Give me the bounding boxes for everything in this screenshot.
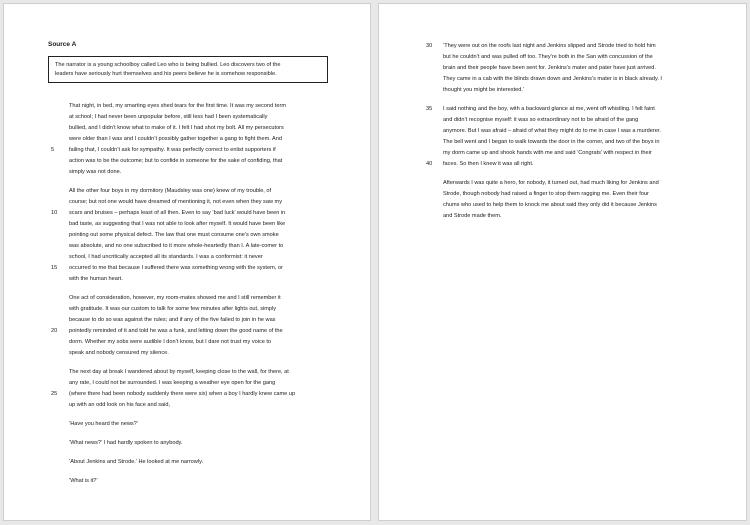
text-line: action was to be the outcome; but to confide in someone for the sake of confiding, that	[69, 158, 283, 164]
text-line: my dorm came up and shook hands with me and said ‘Congrats’ with respect in their	[443, 150, 652, 156]
text-line: course; but not one would have dreamed of mentioning it, not even when they saw my	[69, 199, 282, 205]
text-line: chums who used to help them to knock me about said they only did it because Jenkins	[443, 202, 657, 208]
text-line: I said nothing and the boy, with a backward glance at me, went off whistling. I felt faint	[443, 106, 655, 112]
text-line: thought you might be interested.’	[443, 87, 525, 93]
text-line: faces. So then I knew it was all right.	[443, 161, 534, 167]
text-line: with gratitude. It was our custom to talk for some few minutes after lights out, simply	[69, 306, 277, 312]
text-line: pointedly reminded of it and told he was a funk, and letting down the good name of the	[69, 328, 283, 334]
text-line: any rate, I could not be surrounded. I was keeping a weather eye open for the gang	[69, 380, 276, 386]
text-line: school, I had uncritically accepted all its standards. I was a conformist: it never	[69, 254, 263, 260]
line-number: 35	[426, 106, 433, 112]
intro-box	[48, 56, 328, 83]
line-number: 5	[51, 147, 55, 153]
text-line: because to do so was against the rules; and if any of the five failed to join in he was	[69, 317, 276, 323]
line-number: 25	[51, 391, 58, 397]
line-number: 30	[426, 43, 433, 49]
page-left	[3, 3, 371, 521]
text-line: simply was not done.	[69, 169, 122, 175]
text-line: occurred to me that because I suffered there was something wrong with the system, or	[69, 265, 283, 271]
text-line: ‘They were out on the roofs last night and Jenkins slipped and Strode tried to hold him	[443, 43, 656, 49]
text-line: was absolute, and no one subscribed to it more whole-heartedly than I. A late-comer to	[69, 243, 284, 249]
page-right	[378, 3, 747, 521]
text-line: ‘What news?’ I had hardly spoken to anybody.	[69, 440, 183, 446]
source-heading: Source A	[48, 41, 77, 48]
text-line: The next day at break I wandered about by myself, keeping close to the wall, for there, at	[69, 369, 289, 375]
line-number: 40	[426, 161, 433, 167]
line-number: 15	[51, 265, 58, 271]
text-line: dorm. Whether my sobs were audible I don’t know, but I dare not trust my voice to	[69, 339, 272, 345]
text-line: They came in a cab with the blinds drawn down and Jenkins’s mater is in black already. I	[443, 76, 662, 82]
intro-line: leaders have seriously hurt themselves and his peers believe he is somehow responsible.	[55, 71, 277, 77]
text-line: Strode, though nobody had raised a finger to stop them ragging me. Even their four	[443, 191, 649, 197]
text-line: bad taste, as suggesting that I was not able to look after myself. It would have been like	[69, 221, 286, 227]
text-line: That night, in bed, my smarting eyes shed tears for the first time. It was my second term	[69, 103, 286, 109]
text-line: ‘What is it?’	[69, 478, 98, 484]
text-line: brain and their people have been sent for. Jenkins’s mater and pater have just arrived.	[443, 65, 656, 71]
text-line: scars and bruises – perhaps least of all then. Even to say ‘bad luck’ would have been in	[69, 210, 286, 216]
text-line: at school; I had never been unpopular before, still less had I been systematically	[69, 114, 268, 120]
text-line: but he couldn’t and was pulled off too. They’re both in the San with concussion of the	[443, 54, 653, 60]
text-line: pointing out some physical defect. The law that one must consume one’s own smoke	[69, 232, 279, 238]
intro-line: The narrator is a young schoolboy called Leo who is being bullied. Leo discovers two of the	[55, 62, 281, 68]
text-line: bullied, and I didn’t know what to make of it. I felt I had shot my bolt. All my persecutors	[69, 125, 284, 131]
text-line: anymore. But I was afraid – afraid of what they might do to me in case I was a murderer.	[443, 128, 661, 134]
text-line: ‘About Jenkins and Strode.’ He looked at me narrowly.	[69, 459, 204, 465]
text-line: All the other four boys in my dormitory (Maudsley was one) knew of my trouble, of	[69, 188, 272, 194]
text-line: failing that, I couldn’t ask for sympathy. It was perfectly correct to enlist supporters if	[69, 147, 276, 153]
line-number: 20	[51, 328, 58, 334]
text-line: up with an odd look on his face and said,	[69, 402, 171, 408]
text-line: (where there had been nobody suddenly there were six) when a boy I hardly knew came up	[69, 391, 296, 397]
text-line: The bell went and I began to walk towards the door in the corner, and two of the boys in	[443, 139, 660, 145]
text-line: Afterwards I was quite a hero, for nobody, it turned out, had much liking for Jenkins and	[443, 180, 659, 186]
text-line: One act of consideration, however, my room-mates showed me and I still remember it	[69, 295, 281, 301]
text-line: speak and nobody censured my silence.	[69, 350, 169, 356]
line-number: 10	[51, 210, 58, 216]
text-line: were older than I was and I couldn’t possibly gather together a gang to fight them. And	[69, 136, 283, 142]
text-line: and didn’t recognise myself: it was so extraordinary not to be afraid of the gang	[443, 117, 639, 123]
text-line: and Strode made them.	[443, 213, 502, 219]
text-line: with the human heart.	[69, 276, 123, 282]
text-line: ‘Have you heard the news?’	[69, 421, 139, 427]
